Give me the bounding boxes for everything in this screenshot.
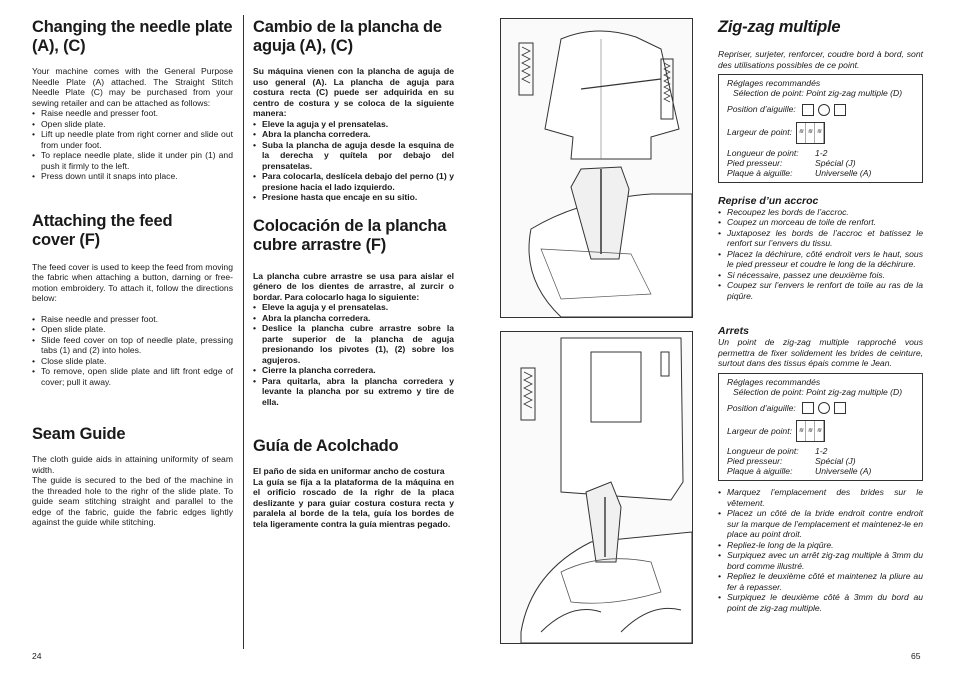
length-label: Longueur de point: — [727, 446, 799, 457]
list-item: • Para colocarla, deslícela debajo del perno (1) y presione hacia el lado izquierdo. — [253, 171, 454, 192]
list-item: • Eleve la aguja y el prensatelas. — [253, 302, 454, 313]
cubre-arrastre-body: La plancha cubre arrastre se usa para aislar el género de los dientes de arrastre, al zurcir o bordar. Para colocarlo haga lo siguiente: — [253, 270, 454, 302]
list-item: • Lift up needle plate from right corner and slide out from under foot. — [32, 129, 233, 150]
settings-box-1 — [718, 74, 923, 183]
feed-cover-body: The feed cover is used to keep the feed from moving the fabric when attaching a button, darning or free-motion embroidery. To attach it, follow the directions below: — [32, 261, 233, 303]
plate-value: Universelle (A) — [815, 466, 872, 477]
length-value: 1-2 — [815, 446, 828, 457]
list-item: • Slide feed cover on top of needle plate, pressing tabs (1) and (2) into holes. — [32, 335, 233, 356]
list-item: • Coupez un morceau de toile de renfort. — [718, 217, 923, 228]
stitch-width-label: Largeur de point: — [727, 127, 792, 138]
list-item: • Open slide plate. — [32, 324, 233, 335]
list-item: • Open slide plate. — [32, 119, 233, 130]
list-item: • Press down until it snaps into place. — [32, 171, 233, 182]
section-title-arrets: Arrets — [718, 325, 749, 338]
needle-position-label: Position d’aiguille: — [727, 104, 796, 115]
section-title-seam-guide: Seam Guide — [32, 425, 126, 443]
list-item: • Suba la plancha de aguja desde la esquina de la derecha y quítela por debajo del prensatelas. — [253, 140, 454, 172]
list-item: • To replace needle plate, slide it under pin (1) and push it firmly to the left. — [32, 150, 233, 171]
plate-label: Plaque à aiguille: — [727, 466, 793, 477]
illustration-jacket-repair — [500, 18, 693, 318]
section-title-zigzag: Zig-zag multiple — [718, 18, 841, 36]
stitch-width-label: Largeur de point: — [727, 426, 792, 437]
list-item: • Eleve la aguja y el prensatelas. — [253, 119, 454, 130]
section-title-needle-plate: Changing the needle plate (A), (C) — [32, 18, 233, 55]
list-item: • Surpiquez le deuxième côté à 3mm du bord au point de zig-zag multiple. — [718, 592, 923, 613]
needle-left-icon — [802, 402, 814, 414]
settings-selection: Sélection de point: Point zig-zag multiple (D) — [733, 88, 903, 99]
needle-position-label: Position d’aiguille: — [727, 403, 796, 414]
settings-head: Réglages recommandés — [727, 376, 821, 387]
list-item: • Abra la plancha corredera. — [253, 129, 454, 140]
needle-plate-steps — [32, 108, 233, 182]
list-item: • Recoupez les bords de l’accroc. — [718, 207, 923, 218]
needle-position-icons — [802, 104, 846, 116]
illustration-belt-loops — [500, 331, 693, 644]
page-number-right: 65 — [911, 651, 921, 661]
page-number-left: 24 — [32, 651, 42, 661]
list-item: • Close slide plate. — [32, 356, 233, 367]
section-title-feed-cover: Attaching the feed cover (F) — [32, 211, 173, 249]
needle-center-icon — [818, 402, 830, 414]
jacket-sewing-drawing — [501, 19, 692, 317]
acolchado-body-2: La guía se fija a la plataforma de la máquina en el orificio roscado de la righr de la placa deslizante y para guiar costura costura recta y paralela al borde de la tela, guía los bordes de tela ligeramente contra la guía mientras pegado. — [253, 476, 454, 529]
zigzag-intro: Repriser, surjeter, renforcer, coudre bord à bord, sont des utilisations possibles de ce point. — [718, 49, 923, 70]
reprise-steps — [718, 207, 923, 302]
cubre-arrastre-steps — [253, 302, 454, 407]
column-french — [718, 18, 923, 613]
length-label: Longueur de point: — [727, 147, 799, 158]
needle-left-icon — [802, 104, 814, 116]
arrets-steps — [718, 487, 923, 613]
list-item: • To remove, open slide plate and lift front edge of cover; pull it away. — [32, 366, 233, 387]
needle-right-icon — [834, 402, 846, 414]
feed-cover-steps — [32, 314, 233, 388]
stitch-width-icon: ≋ ≋ ≋ — [796, 420, 825, 442]
list-item: • Si nécessaire, passez une deuxième fois. — [718, 270, 923, 281]
list-item: • Raise needle and presser foot. — [32, 108, 233, 119]
foot-label: Pied presseur: — [727, 157, 783, 168]
list-item: • Para quitarla, abra la plancha corredera y levante la plancha por su extremo y tire de ella. — [253, 376, 454, 408]
foot-label: Pied presseur: — [727, 456, 783, 467]
section-title-reprise: Reprise d’un accroc — [718, 194, 819, 207]
section-title-cubre-arrastre: Colocación de la plancha cubre arrastre (F) — [253, 216, 447, 254]
list-item: • Cierre la plancha corredera. — [253, 365, 454, 376]
needle-plate-body: Your machine comes with the General Purpose Needle Plate (A) attached. The Straight Stitch Needle Plate (C) may be purchased from your sewing retailer and can be attached as follows: — [32, 66, 233, 108]
foot-value: Spécial (J) — [815, 456, 856, 467]
settings-selection: Sélection de point: Point zig-zag multiple (D) — [733, 386, 903, 397]
list-item: • Repliez-le long de la piqûre. — [718, 540, 923, 551]
belt-loop-drawing — [501, 332, 692, 643]
column-spanish — [253, 18, 454, 529]
list-item: • Surpiquez avec un arrêt zig-zag multiple à 3mm du bord comme illustré. — [718, 550, 923, 571]
list-item: • Presione hasta que encaje en su sitio. — [253, 192, 454, 203]
settings-head: Réglages recommandés — [727, 78, 821, 88]
plate-label: Plaque à aiguille: — [727, 167, 793, 178]
seam-guide-body-1: The cloth guide aids in attaining uniformity of seam width. — [32, 454, 233, 475]
list-item: • Deslice la plancha cubre arrastre sobre la parte superior de la plancha de aguja presionando los pivotes (1), (2) sobre los agujeros. — [253, 323, 454, 365]
arrets-body: Un point de zig-zag multiple rapproché vous permettra de fixer solidement les brides de ceinture, surtout dans des tissus épais comme le Jean. — [718, 337, 923, 369]
section-title-plancha-aguja: Cambio de la plancha de aguja (A), (C) — [253, 18, 442, 55]
list-item: • Placez la déchirure, côté endroit vers le haut, sous le pied presseur et coudre le long de la déchirure. — [718, 249, 923, 270]
list-item: • Marquez l’emplacement des brides sur le vêtement. — [718, 487, 923, 508]
plancha-aguja-body: Su máquina vienen con la plancha de aguja de uso general (A). La plancha de aguja para costura recta (C) puede ser adquirida en su centro de costura y se coloca de la siguiente manera: — [253, 66, 454, 118]
foot-value: Spécial (J) — [815, 157, 856, 168]
settings-box-2 — [718, 373, 923, 482]
list-item: • Coupez sur l’envers le renfort de toile au ras de la piqûre. — [718, 280, 923, 301]
list-item: • Abra la plancha corredera. — [253, 313, 454, 324]
needle-center-icon — [818, 104, 830, 116]
list-item: • Juxtaposez les bords de l’accroc et batissez le renfort sur l’envers du tissu. — [718, 228, 923, 249]
acolchado-body-1: El paño de sida en uniformar ancho de costura — [253, 466, 445, 476]
stitch-width-icon: ≋ ≋ ≋ — [796, 122, 825, 144]
plate-value: Universelle (A) — [815, 167, 872, 178]
seam-guide-body-2: The guide is secured to the bed of the machine in the threaded hole to the righr of the slide plate. To guide seam stitching straight and parallel to the edge of the fabric, guide the fabric edges lightly against the guide while stitching. — [32, 475, 233, 527]
plancha-aguja-steps — [253, 119, 454, 203]
list-item: • Placez un côté de la bride endroit contre endroit sur la marque de l’emplacement et maintenez-le en place au point droit. — [718, 508, 923, 540]
column-divider — [243, 15, 244, 649]
length-value: 1-2 — [815, 147, 828, 158]
column-english — [32, 18, 233, 528]
list-item: • Repliez le deuxième côté et maintenez la pliure au fer à repasser. — [718, 571, 923, 592]
list-item: • Raise needle and presser foot. — [32, 314, 233, 325]
needle-right-icon — [834, 104, 846, 116]
section-title-acolchado: Guía de Acolchado — [253, 437, 399, 455]
needle-position-icons — [802, 402, 846, 414]
